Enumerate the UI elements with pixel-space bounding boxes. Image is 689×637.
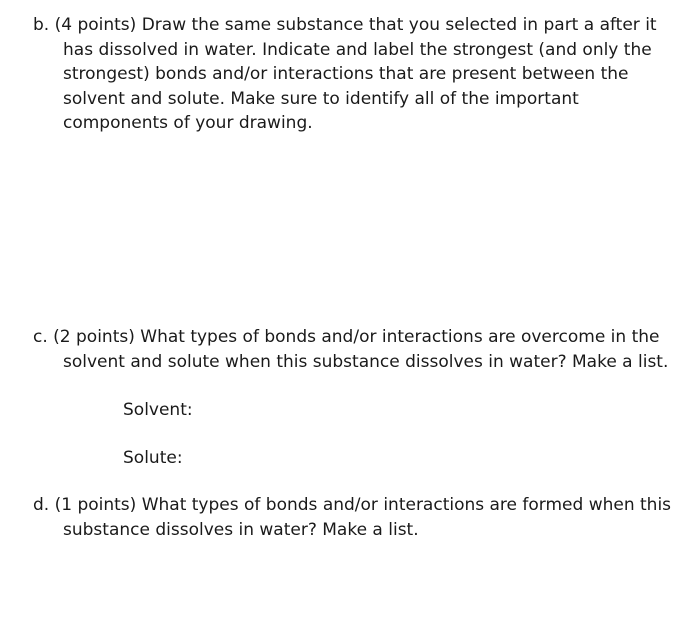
question-d-line-2: substance dissolves in water? Make a list.: [63, 519, 419, 540]
question-d-line-1: d. (1 points) What types of bonds and/or interactions are formed when this: [33, 495, 672, 515]
question-b: [33, 13, 673, 136]
question-c: [33, 325, 673, 374]
question-b-line-4: solvent and solute. Make sure to identify all of the important: [63, 88, 579, 109]
question-c-line-1: c. (2 points) What types of bonds and/or interactions are overcome in the: [33, 327, 660, 347]
question-d: [33, 493, 673, 542]
question-b-line-1: b. (4 points) Draw the same substance that you selected in part a after it: [33, 15, 657, 35]
question-b-line-5: components of your drawing.: [63, 113, 313, 133]
question-b-line-3: strongest) bonds and/or interactions that are present between the: [63, 64, 629, 84]
question-b-line-2: has dissolved in water. Indicate and label the strongest (and only the: [63, 39, 652, 60]
solvent-label: Solvent:: [123, 400, 193, 420]
solute-label: Solute:: [123, 448, 183, 468]
question-c-line-2: solvent and solute when this substance dissolves in water? Make a list.: [63, 351, 669, 372]
